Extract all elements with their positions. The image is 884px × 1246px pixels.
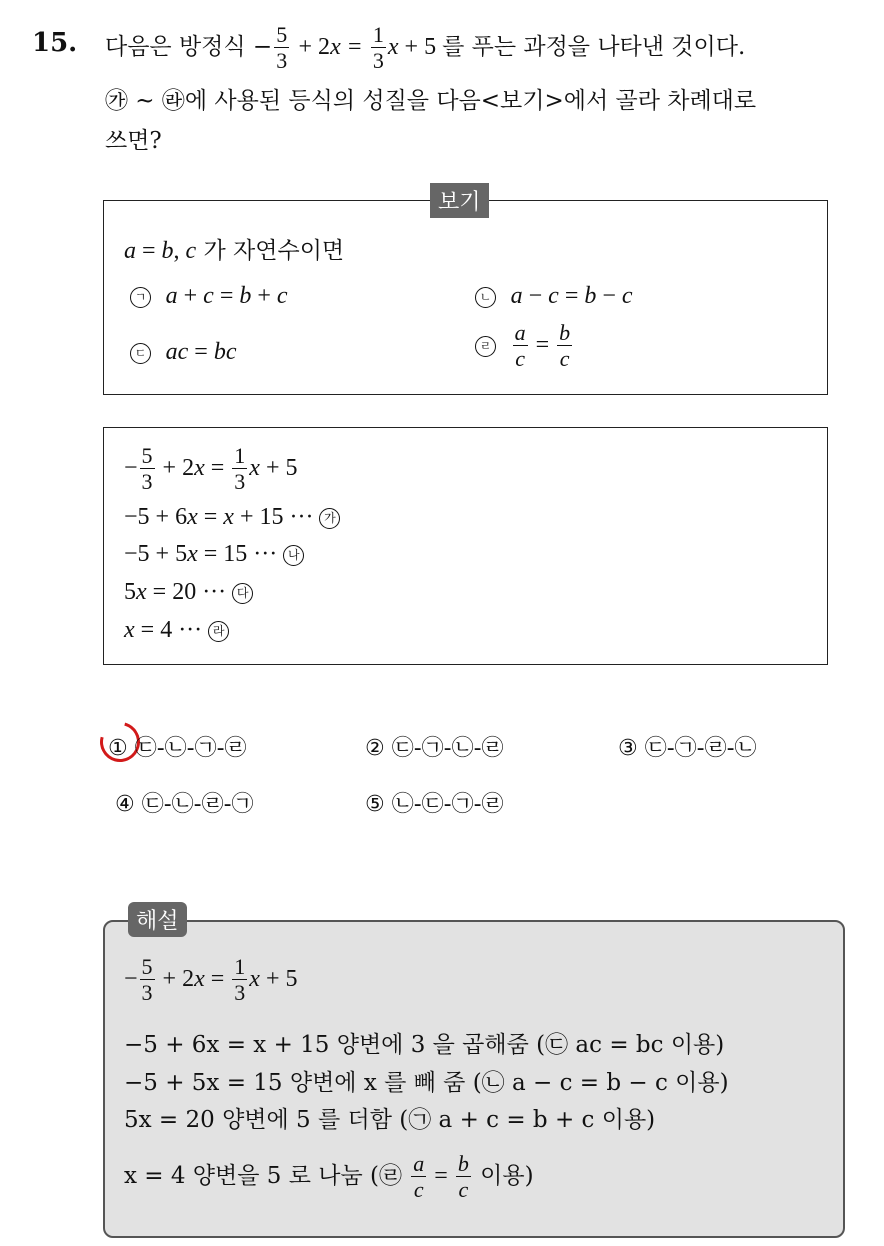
process-step-2: −5 + 6x = x + 15 ··· 가 bbox=[124, 504, 340, 531]
solution-line-4: 5x = 20 양변에 5 를 더함 (㉠ a + c = b + c 이용) bbox=[124, 1107, 656, 1133]
choice-2[interactable]: ② ㉢-㉠-㉡-㉣ bbox=[365, 736, 504, 761]
choice-5[interactable]: ⑤ ㉡-㉢-㉠-㉣ bbox=[365, 792, 504, 817]
solution-line-2: −5 + 6x = x + 15 양변에 3 을 곱해줌 (㉢ ac = bc 이용) bbox=[124, 1032, 725, 1058]
solution-line-5: x = 4 양변을 5 로 나눔 (㉣ $\frac{a}{c}$ = $\frac{b}{c}$ 이용) bbox=[124, 1151, 534, 1202]
choice-3[interactable]: ③ ㉢-㉠-㉣-㉡ bbox=[618, 736, 757, 761]
question-line-3: 쓰면? bbox=[105, 128, 162, 154]
question-line-1: 다음은 방정식 − $\frac{5}{3}$ + 2x = $\frac{1}{3}$ x + 5 를 푸는 과정을 나타낸 것이다. bbox=[105, 22, 746, 73]
question-line-2: ㉮ ~ ㉱에 사용된 등식의 성질을 다음<보기>에서 골라 차례대로 bbox=[105, 88, 757, 114]
process-step-3: −5 + 5x = 15 ··· 나 bbox=[124, 541, 304, 568]
bogi-item-3: ㄷ ac = bc bbox=[130, 339, 236, 366]
process-step-1: − $\frac{5}{3}$ + 2x = $\frac{1}{3}$ x + 5 bbox=[124, 443, 298, 494]
bogi-tag: 보기 bbox=[430, 183, 489, 218]
choice-4[interactable]: ④ ㉢-㉡-㉣-㉠ bbox=[115, 792, 254, 817]
process-step-4: 5x = 20 ··· 다 bbox=[124, 579, 253, 606]
bogi-condition: a = b, c 가 자연수이면 bbox=[124, 238, 345, 264]
solution-tag: 해설 bbox=[128, 902, 187, 937]
process-step-5: x = 4 ··· 라 bbox=[124, 617, 229, 644]
bogi-item-1: ㄱ a + c = b + c bbox=[130, 283, 288, 310]
solution-line-3: −5 + 5x = 15 양변에 x 를 빼 줌 (㉡ a − c = b − c 이용) bbox=[124, 1070, 729, 1096]
choice-1[interactable]: ① ㉢-㉡-㉠-㉣ bbox=[108, 736, 247, 761]
question-number: 15. bbox=[32, 28, 78, 58]
solution-line-1: − $\frac{5}{3}$ + 2x = $\frac{1}{3}$ x + 5 bbox=[124, 954, 298, 1005]
bogi-item-4: ㄹ $\frac{a}{c}$ = $\frac{b}{c}$ bbox=[475, 322, 574, 370]
bogi-item-2: ㄴ a − c = b − c bbox=[475, 283, 633, 310]
